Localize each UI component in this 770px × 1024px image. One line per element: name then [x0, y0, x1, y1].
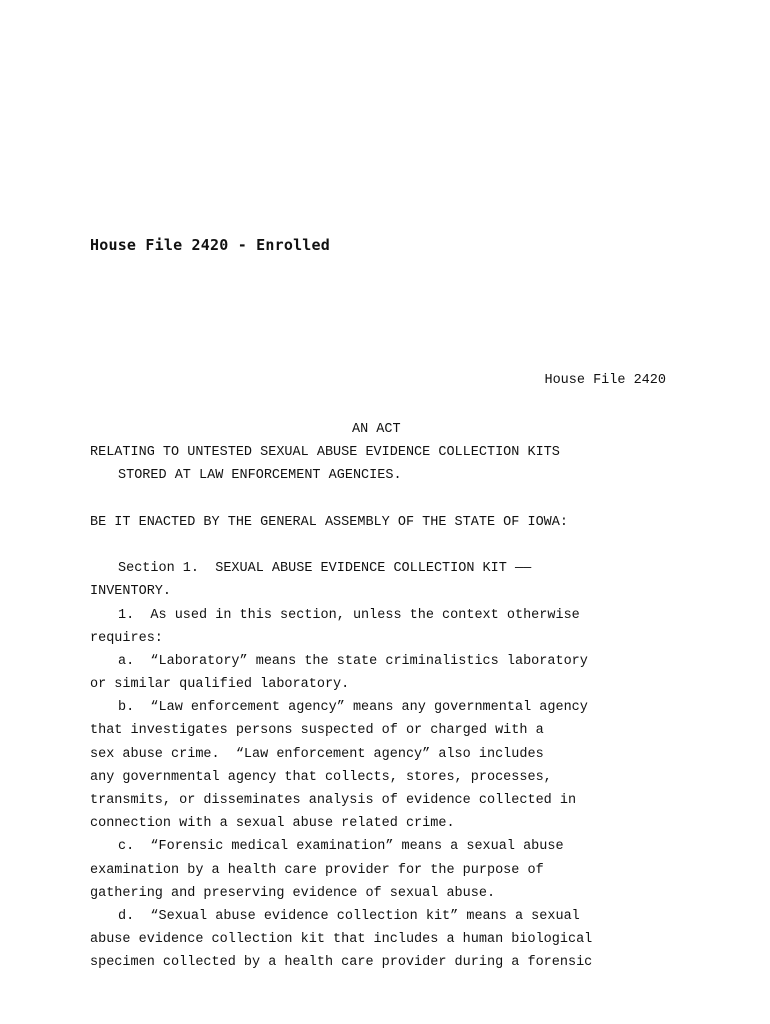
text-line: connection with a sexual abuse related crime.	[90, 816, 455, 832]
text-line: INVENTORY.	[90, 584, 172, 600]
act-heading: AN ACT	[352, 422, 401, 437]
text-line: any governmental agency that collects, stores, processes,	[90, 769, 552, 785]
document-title: House File 2420 - Enrolled	[90, 236, 330, 254]
text-line: specimen collected by a health care provider during a forensic	[90, 955, 593, 971]
text-line: or similar qualified laboratory.	[90, 677, 350, 693]
relating-line-2: STORED AT LAW ENFORCEMENT AGENCIES.	[118, 468, 402, 484]
text-line: sex abuse crime. “Law enforcement agency” also includes	[90, 746, 544, 762]
text-line: that investigates persons suspected of or charged with a	[90, 723, 544, 739]
document-body	[90, 418, 690, 975]
blank-line	[90, 534, 690, 557]
text-line: d. “Sexual abuse evidence collection kit” means a sexual	[118, 908, 580, 924]
relating-line-1: RELATING TO UNTESTED SEXUAL ABUSE EVIDENCE COLLECTION KITS	[90, 445, 560, 461]
enacting-clause: BE IT ENACTED BY THE GENERAL ASSEMBLY OF THE STATE OF IOWA:	[90, 514, 568, 530]
text-line: c. “Forensic medical examination” means a sexual abuse	[118, 839, 564, 855]
text-line: 1. As used in this section, unless the context otherwise	[118, 607, 580, 623]
text-line: abuse evidence collection kit that includes a human biological	[90, 932, 593, 948]
text-line: transmits, or disseminates analysis of evidence collected in	[90, 793, 577, 808]
file-number: House File 2420	[544, 373, 666, 388]
text-line: requires:	[90, 630, 163, 646]
section-heading: Section 1. SEXUAL ABUSE EVIDENCE COLLECTION KIT ——	[118, 561, 532, 577]
blank-line	[90, 488, 690, 511]
text-line: b. “Law enforcement agency” means any governmental agency	[118, 700, 588, 716]
text-line: gathering and preserving evidence of sexual abuse.	[90, 885, 496, 901]
text-line: a. “Laboratory” means the state criminalistics laboratory	[118, 653, 588, 669]
text-line: examination by a health care provider for the purpose of	[90, 862, 544, 878]
